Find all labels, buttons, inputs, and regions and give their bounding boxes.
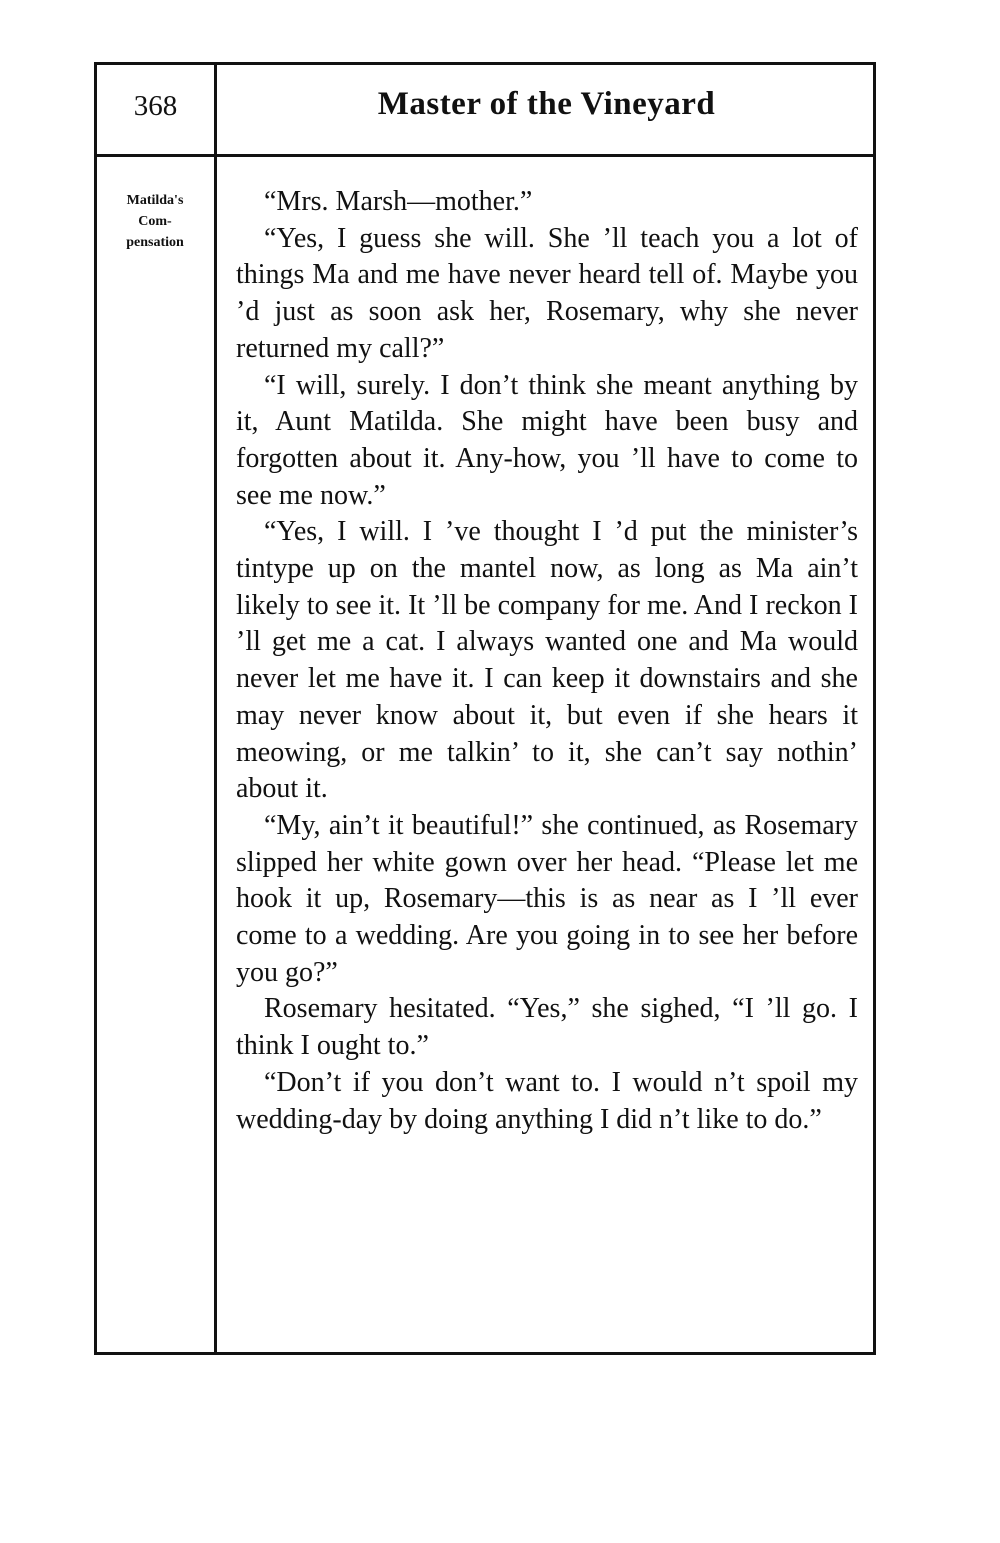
paragraph: “Don’t if you don’t want to. I would n’t spoil my wedding-day by doing anything I did n’t like to do.” (236, 1066, 858, 1135)
page-number: 368 (133, 90, 178, 122)
side-note-line: Com- (138, 214, 172, 229)
body-text (236, 184, 858, 1138)
margin-divider (214, 62, 217, 1355)
side-note-line: pensation (126, 235, 184, 250)
paragraph: Rosemary hesitated. “Yes,” she sighed, “I ’ll go. I think I ought to.” (236, 993, 858, 1062)
paragraph: “Yes, I will. I ’ve thought I ’d put the minister’s tintype up on the mantel now, as long as Ma ain’t likely to see it. It ’ll be company for me. And I reckon I ’ll get me a cat. I always wanted one and Ma would never let me have it. I can keep it downstairs and she may never know about it, but even if she hears it meowing, or me talkin’ to it, she can’t say nothin’ about it. (236, 516, 858, 805)
side-note-line: Matilda's (126, 193, 184, 208)
side-note (98, 190, 212, 253)
running-title: Master of the Vineyard (377, 86, 716, 122)
paragraph: “I will, surely. I don’t think she meant anything by it, Aunt Matilda. She might have been busy and forgotten about it. Any-how, you ’ll have to come to see me now.” (236, 369, 858, 511)
paragraph: “My, ain’t it beautiful!” she continued, as Rosemary slipped her white gown over her head. “Please let me hook it up, Rosemary—this is as near as I ’ll ever come to a wedding. Are you going in to see her before you go?” (236, 809, 858, 988)
paragraph: “Yes, I guess she will. She ’ll teach you a lot of things Ma and me have never heard tell of. Maybe you ’d just as soon ask her, Rosemary, why she never returned my call?” (236, 222, 858, 364)
paragraph: “Mrs. Marsh—mother.” (264, 186, 533, 217)
header-rule (94, 154, 876, 157)
